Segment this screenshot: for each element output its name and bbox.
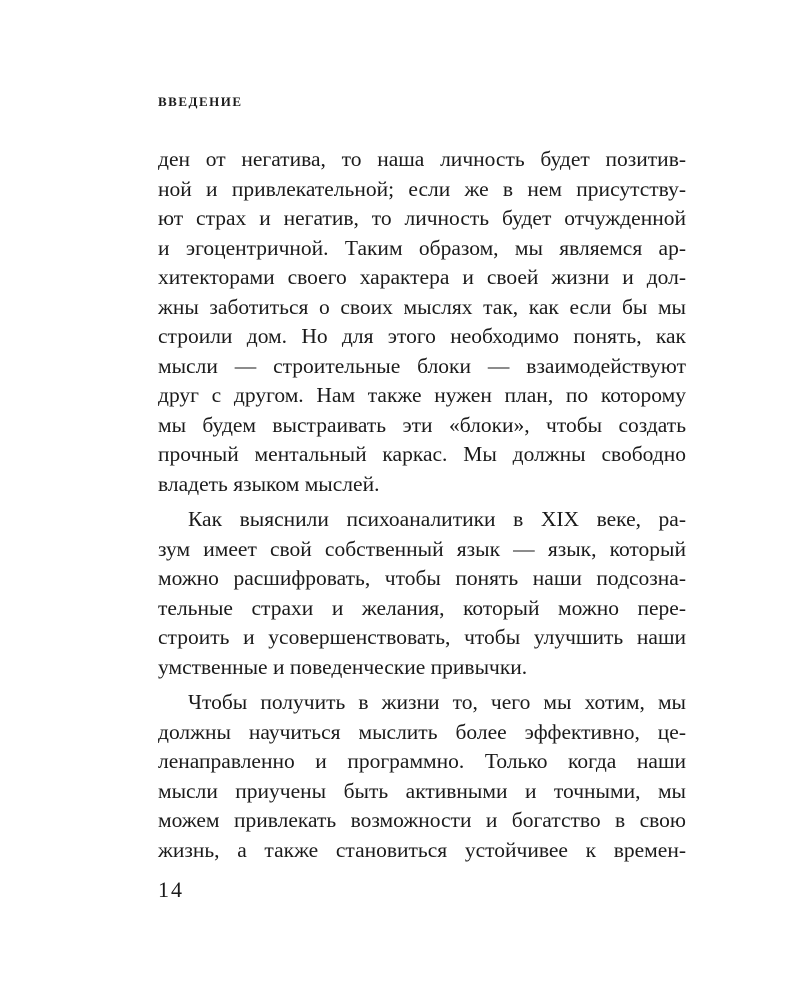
text-line: хитекторами своего характера и своей жизни и дол- xyxy=(158,265,686,289)
text-line: ленаправленно и программно. Только когда наши xyxy=(158,749,686,773)
text-line: умственные и поведенческие привычки. xyxy=(158,654,528,679)
body-text xyxy=(158,145,686,865)
text-line: прочный ментальный каркас. Мы должны свободно xyxy=(158,442,686,466)
running-head-text: введение xyxy=(158,90,243,111)
text-line: владеть языком мыслей. xyxy=(158,471,380,496)
text-line: мы будем выстраивать эти «блоки», чтобы создать xyxy=(158,412,686,437)
text-line: друг с другом. Нам также нужен план, по которому xyxy=(158,383,686,407)
paragraph xyxy=(158,505,686,682)
text-line: зум имеет свой собственный язык — язык, который xyxy=(158,536,686,561)
text-line: ной и привлекательной; если же в нем присутству- xyxy=(158,176,686,201)
page-number: 14 xyxy=(158,877,184,902)
text-line: Как выяснили психоаналитики в XIX веке, ра- xyxy=(188,507,686,531)
text-line: мысли — строительные блоки — взаимодействуют xyxy=(158,353,686,378)
text-line: тельные страхи и желания, который можно пере- xyxy=(158,595,686,620)
text-line: Чтобы получить в жизни то, чего мы хотим, мы xyxy=(188,690,686,714)
text-line: должны научиться мыслить более эффективно, це- xyxy=(158,719,686,744)
text-line: и эгоцентричной. Таким образом, мы являемся ар- xyxy=(158,235,686,260)
text-line: строили дом. Но для этого необходимо понять, как xyxy=(158,324,686,348)
text-line: мысли приучены быть активными и точными, мы xyxy=(158,778,686,803)
text-line: ден от негатива, то наша личность будет позитив- xyxy=(158,147,686,171)
text-line: можем привлекать возможности и богатство в свою xyxy=(158,808,686,832)
text-line: ют страх и негатив, то личность будет отчужденной xyxy=(158,206,686,230)
text-line: жны заботиться о своих мыслях так, как если бы мы xyxy=(158,294,686,319)
text-line: можно расшифровать, чтобы понять наши подсозна- xyxy=(158,566,686,590)
paragraph xyxy=(158,145,686,499)
text-line: строить и усовершенствовать, чтобы улучшить наши xyxy=(158,625,686,649)
text-line: жизнь, а также становиться устойчивее к времен- xyxy=(158,837,686,862)
paragraph xyxy=(158,688,686,865)
running-head xyxy=(158,90,243,112)
